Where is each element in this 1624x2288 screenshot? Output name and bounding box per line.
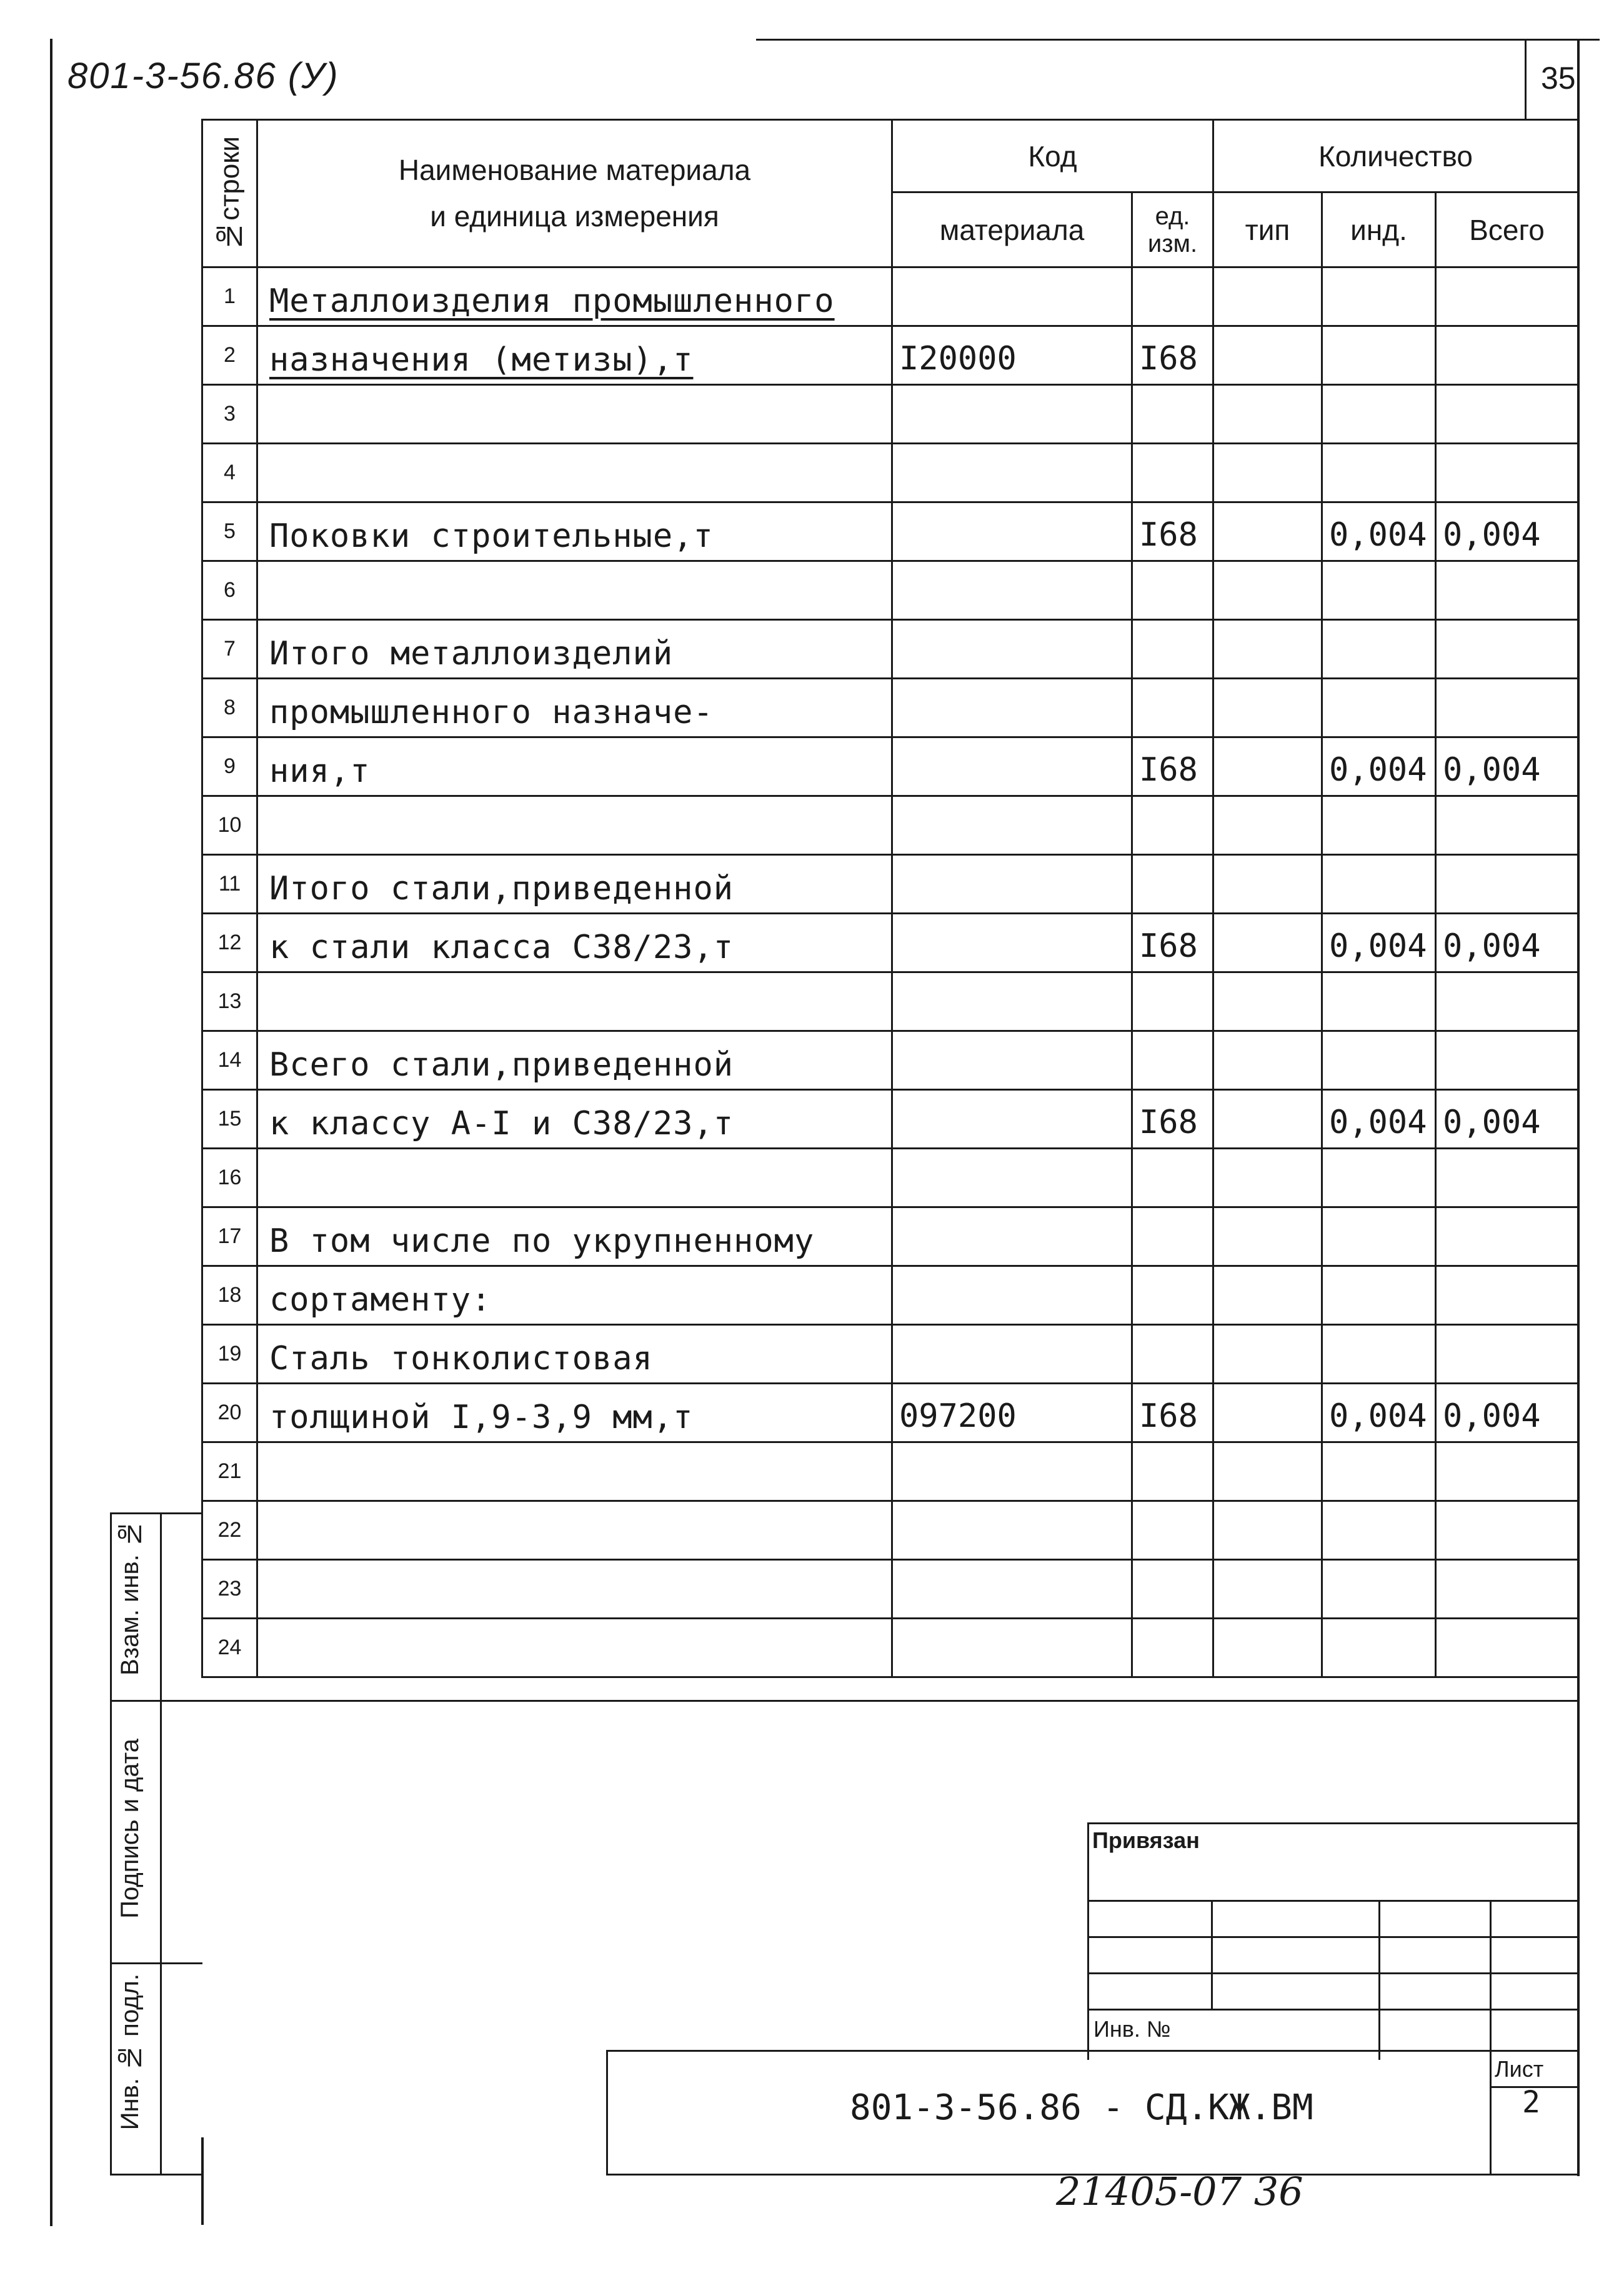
row-number: 4	[202, 444, 257, 502]
individual-quantity-cell	[1322, 679, 1436, 737]
unit-code-cell	[1132, 444, 1213, 502]
table-row	[202, 620, 1578, 679]
row-number: 22	[202, 1501, 257, 1560]
row-number: 24	[202, 1619, 257, 1677]
individual-quantity-cell	[1322, 1266, 1436, 1325]
stamp-main-left	[606, 2050, 608, 2175]
total-quantity-cell	[1436, 444, 1578, 502]
material-name-cell	[257, 1619, 892, 1677]
type-quantity-cell	[1213, 679, 1322, 737]
table-row	[202, 1501, 1578, 1560]
stamp-main-top	[606, 2050, 1578, 2052]
individual-quantity-cell	[1322, 561, 1436, 620]
total-quantity-cell	[1436, 620, 1578, 679]
unit-code-cell	[1132, 972, 1213, 1031]
material-name-cell	[257, 1501, 892, 1560]
row-number: 11	[202, 855, 257, 914]
table-row	[202, 737, 1578, 796]
unit-code-cell: I68	[1132, 737, 1213, 796]
total-quantity-cell	[1436, 1207, 1578, 1266]
individual-quantity-cell	[1322, 1501, 1436, 1560]
stamp-row4	[1087, 2009, 1578, 2011]
unit-code-cell	[1132, 1149, 1213, 1207]
side-stamp-div1	[110, 1700, 202, 1702]
table-row	[202, 1031, 1578, 1090]
material-name-cell: Итого стали,приведенной	[257, 855, 892, 914]
table-row	[202, 1325, 1578, 1384]
page-number: 35	[1541, 61, 1576, 96]
unit-code-cell	[1132, 796, 1213, 855]
material-name-cell: Металлоизделия промышленного	[257, 267, 892, 326]
material-code-cell	[892, 444, 1132, 502]
material-code-cell	[892, 796, 1132, 855]
individual-quantity-cell	[1322, 1442, 1436, 1501]
total-quantity-cell	[1436, 1266, 1578, 1325]
material-name-cell: назначения (метизы),т	[257, 326, 892, 385]
unit-code-cell	[1132, 385, 1213, 444]
table-row	[202, 1442, 1578, 1501]
unit-code-cell	[1132, 561, 1213, 620]
type-quantity-cell	[1213, 1501, 1322, 1560]
side-stamp-bottom	[110, 2174, 202, 2176]
total-quantity-cell	[1436, 267, 1578, 326]
material-code-cell	[892, 1266, 1132, 1325]
table-row	[202, 444, 1578, 502]
row-number: 6	[202, 561, 257, 620]
sheet-number: 2	[1522, 2085, 1540, 2120]
material-code-cell	[892, 1149, 1132, 1207]
material-code-cell	[892, 1501, 1132, 1560]
material-code-cell	[892, 561, 1132, 620]
type-quantity-cell	[1213, 444, 1322, 502]
unit-code-cell: I68	[1132, 914, 1213, 972]
unit-code-cell	[1132, 620, 1213, 679]
row-number: 18	[202, 1266, 257, 1325]
unit-code-cell: I68	[1132, 1090, 1213, 1149]
individual-quantity-cell	[1322, 1149, 1436, 1207]
individual-quantity-cell	[1322, 385, 1436, 444]
unit-code-cell: I68	[1132, 1384, 1213, 1442]
type-quantity-cell	[1213, 326, 1322, 385]
individual-quantity-cell: 0,004	[1322, 914, 1436, 972]
type-quantity-cell	[1213, 267, 1322, 326]
table-row	[202, 1090, 1578, 1149]
material-code-cell	[892, 1325, 1132, 1384]
table-row	[202, 502, 1578, 561]
unit-code-cell	[1132, 855, 1213, 914]
type-quantity-cell	[1213, 1619, 1322, 1677]
material-code-cell	[892, 267, 1132, 326]
material-name-cell: к стали класса С38/23,т	[257, 914, 892, 972]
unit-code-cell: I68	[1132, 502, 1213, 561]
material-name-cell: толщиной I,9-3,9 мм,т	[257, 1384, 892, 1442]
header-code-group: Код	[892, 120, 1213, 192]
type-quantity-cell	[1213, 1031, 1322, 1090]
drawing-code: 801-3-56.86 - СД.КЖ.ВМ	[850, 2087, 1313, 2128]
header-material-code: материала	[892, 192, 1132, 267]
unit-code-cell	[1132, 1501, 1213, 1560]
stamp-row2	[1087, 1936, 1578, 1938]
individual-quantity-cell	[1322, 267, 1436, 326]
material-name-cell: сортаменту:	[257, 1266, 892, 1325]
table-row	[202, 1619, 1578, 1677]
header-total: Всего	[1436, 192, 1578, 267]
inner-left-line	[201, 2137, 204, 2225]
material-name-cell	[257, 385, 892, 444]
unit-code-cell	[1132, 1207, 1213, 1266]
material-code-cell	[892, 1031, 1132, 1090]
page-number-box-line	[1525, 39, 1527, 119]
table-row	[202, 326, 1578, 385]
row-number: 3	[202, 385, 257, 444]
total-quantity-cell	[1436, 1149, 1578, 1207]
individual-quantity-cell	[1322, 1031, 1436, 1090]
stamp-box-left	[1087, 1822, 1089, 2060]
stamp-row1	[1087, 1900, 1578, 1902]
row-number: 8	[202, 679, 257, 737]
side-stamp-divider	[201, 1700, 1578, 1702]
table-row	[202, 972, 1578, 1031]
individual-quantity-cell: 0,004	[1322, 1090, 1436, 1149]
material-code-cell	[892, 1207, 1132, 1266]
stamp-row3	[1087, 1972, 1578, 1974]
material-name-cell: Поковки строительные,т	[257, 502, 892, 561]
type-quantity-cell	[1213, 502, 1322, 561]
type-quantity-cell	[1213, 1560, 1322, 1619]
sheet-label: Лист	[1495, 2056, 1544, 2082]
row-number: 7	[202, 620, 257, 679]
material-code-cell	[892, 1090, 1132, 1149]
original-inventory-label: Инв. № подл.	[116, 1974, 144, 2131]
table-row	[202, 796, 1578, 855]
table-row	[202, 385, 1578, 444]
materials-table	[201, 119, 1579, 1678]
privyazan-label: Привязан	[1092, 1827, 1200, 1853]
material-code-cell	[892, 1442, 1132, 1501]
material-code-cell	[892, 620, 1132, 679]
total-quantity-cell	[1436, 1619, 1578, 1677]
row-number: 5	[202, 502, 257, 561]
individual-quantity-cell	[1322, 1325, 1436, 1384]
row-number: 14	[202, 1031, 257, 1090]
table-row	[202, 561, 1578, 620]
table-row	[202, 1207, 1578, 1266]
material-name-cell	[257, 796, 892, 855]
material-code-cell	[892, 679, 1132, 737]
individual-quantity-cell	[1322, 855, 1436, 914]
material-name-cell	[257, 561, 892, 620]
total-quantity-cell: 0,004	[1436, 1090, 1578, 1149]
material-code-cell	[892, 385, 1132, 444]
total-quantity-cell: 0,004	[1436, 502, 1578, 561]
unit-code-cell	[1132, 1560, 1213, 1619]
row-number: 23	[202, 1560, 257, 1619]
unit-code-cell	[1132, 1325, 1213, 1384]
unit-code-cell: I68	[1132, 326, 1213, 385]
type-quantity-cell	[1213, 1266, 1322, 1325]
header-individual: инд.	[1322, 192, 1436, 267]
individual-quantity-cell: 0,004	[1322, 1384, 1436, 1442]
header-type: тип	[1213, 192, 1322, 267]
material-code-cell: I20000	[892, 326, 1132, 385]
total-quantity-cell: 0,004	[1436, 737, 1578, 796]
unit-code-cell	[1132, 1031, 1213, 1090]
type-quantity-cell	[1213, 914, 1322, 972]
row-number: 16	[202, 1149, 257, 1207]
material-code-cell	[892, 855, 1132, 914]
top-border	[756, 39, 1600, 41]
unit-code-cell	[1132, 267, 1213, 326]
material-code-cell	[892, 1560, 1132, 1619]
table-row	[202, 1266, 1578, 1325]
row-number: 19	[202, 1325, 257, 1384]
row-number: 20	[202, 1384, 257, 1442]
total-quantity-cell	[1436, 385, 1578, 444]
material-name-cell	[257, 1560, 892, 1619]
material-code-cell	[892, 502, 1132, 561]
material-name-cell: Сталь тонколистовая	[257, 1325, 892, 1384]
unit-code-cell	[1132, 1442, 1213, 1501]
header-row-number: №строки	[202, 120, 257, 267]
type-quantity-cell	[1213, 855, 1322, 914]
handwritten-archive-number: 21405-07 36	[1056, 2169, 1303, 2214]
stamp-col1	[1211, 1900, 1213, 2010]
type-quantity-cell	[1213, 1207, 1322, 1266]
material-name-cell	[257, 972, 892, 1031]
left-binding-line	[50, 39, 52, 2226]
side-stamp-top	[110, 1512, 201, 1514]
side-stamp-right-line	[160, 1512, 162, 2175]
individual-quantity-cell: 0,004	[1322, 502, 1436, 561]
total-quantity-cell	[1436, 1325, 1578, 1384]
material-name-cell: Итого металлоизделий	[257, 620, 892, 679]
material-code-cell	[892, 972, 1132, 1031]
replacement-inventory-label: Взам. инв. №	[116, 1520, 144, 1676]
total-quantity-cell	[1436, 1501, 1578, 1560]
table-row	[202, 1149, 1578, 1207]
table-row	[202, 679, 1578, 737]
total-quantity-cell	[1436, 855, 1578, 914]
material-code-cell	[892, 737, 1132, 796]
header-quantity-group: Количество	[1213, 120, 1578, 192]
stamp-col2	[1378, 1900, 1380, 2060]
material-code-cell	[892, 1619, 1132, 1677]
row-number: 12	[202, 914, 257, 972]
unit-code-cell	[1132, 1266, 1213, 1325]
total-quantity-cell	[1436, 561, 1578, 620]
individual-quantity-cell	[1322, 972, 1436, 1031]
table-row	[202, 914, 1578, 972]
table-row	[202, 1384, 1578, 1442]
total-quantity-cell	[1436, 972, 1578, 1031]
header-unit: ед. изм.	[1132, 192, 1213, 267]
material-name-cell: ния,т	[257, 737, 892, 796]
type-quantity-cell	[1213, 385, 1322, 444]
total-quantity-cell	[1436, 796, 1578, 855]
material-name-cell: к классу А-I и С38/23,т	[257, 1090, 892, 1149]
header-material-name: Наименование материала и единица измерения	[257, 120, 892, 267]
table-row	[202, 1560, 1578, 1619]
stamp-col3	[1490, 1900, 1492, 2175]
material-name-cell: Всего стали,приведенной	[257, 1031, 892, 1090]
type-quantity-cell	[1213, 1149, 1322, 1207]
type-quantity-cell	[1213, 561, 1322, 620]
type-quantity-cell	[1213, 620, 1322, 679]
type-quantity-cell	[1213, 1442, 1322, 1501]
type-quantity-cell	[1213, 1325, 1322, 1384]
row-number: 17	[202, 1207, 257, 1266]
type-quantity-cell	[1213, 737, 1322, 796]
table-row	[202, 267, 1578, 326]
type-quantity-cell	[1213, 796, 1322, 855]
row-number: 13	[202, 972, 257, 1031]
material-name-cell: промышленного назначе-	[257, 679, 892, 737]
row-number: 15	[202, 1090, 257, 1149]
material-name-cell	[257, 444, 892, 502]
total-quantity-cell	[1436, 1560, 1578, 1619]
total-quantity-cell	[1436, 1031, 1578, 1090]
signature-date-label: Подпись и дата	[116, 1739, 144, 1919]
individual-quantity-cell	[1322, 796, 1436, 855]
material-name-cell	[257, 1149, 892, 1207]
row-number: 9	[202, 737, 257, 796]
row-number: 10	[202, 796, 257, 855]
stamp-box-top	[1087, 1822, 1578, 1824]
inventory-number-label: Инв. №	[1093, 2016, 1171, 2042]
individual-quantity-cell	[1322, 620, 1436, 679]
type-quantity-cell	[1213, 972, 1322, 1031]
type-quantity-cell	[1213, 1090, 1322, 1149]
individual-quantity-cell	[1322, 444, 1436, 502]
unit-code-cell	[1132, 1619, 1213, 1677]
side-stamp-div2	[110, 1962, 202, 1964]
total-quantity-cell	[1436, 679, 1578, 737]
unit-code-cell	[1132, 679, 1213, 737]
total-quantity-cell	[1436, 1442, 1578, 1501]
individual-quantity-cell	[1322, 1619, 1436, 1677]
material-code-cell: 097200	[892, 1384, 1132, 1442]
row-number: 1	[202, 267, 257, 326]
material-name-cell	[257, 1442, 892, 1501]
individual-quantity-cell	[1322, 326, 1436, 385]
total-quantity-cell: 0,004	[1436, 914, 1578, 972]
material-code-cell	[892, 914, 1132, 972]
total-quantity-cell: 0,004	[1436, 1384, 1578, 1442]
table-row	[202, 855, 1578, 914]
individual-quantity-cell	[1322, 1560, 1436, 1619]
row-number: 2	[202, 326, 257, 385]
type-quantity-cell	[1213, 1384, 1322, 1442]
row-number: 21	[202, 1442, 257, 1501]
document-code: 801-3-56.86 (У)	[67, 56, 339, 96]
total-quantity-cell	[1436, 326, 1578, 385]
material-name-cell: В том числе по укрупненному	[257, 1207, 892, 1266]
individual-quantity-cell	[1322, 1207, 1436, 1266]
individual-quantity-cell: 0,004	[1322, 737, 1436, 796]
side-stamp-left-line	[110, 1512, 112, 2175]
